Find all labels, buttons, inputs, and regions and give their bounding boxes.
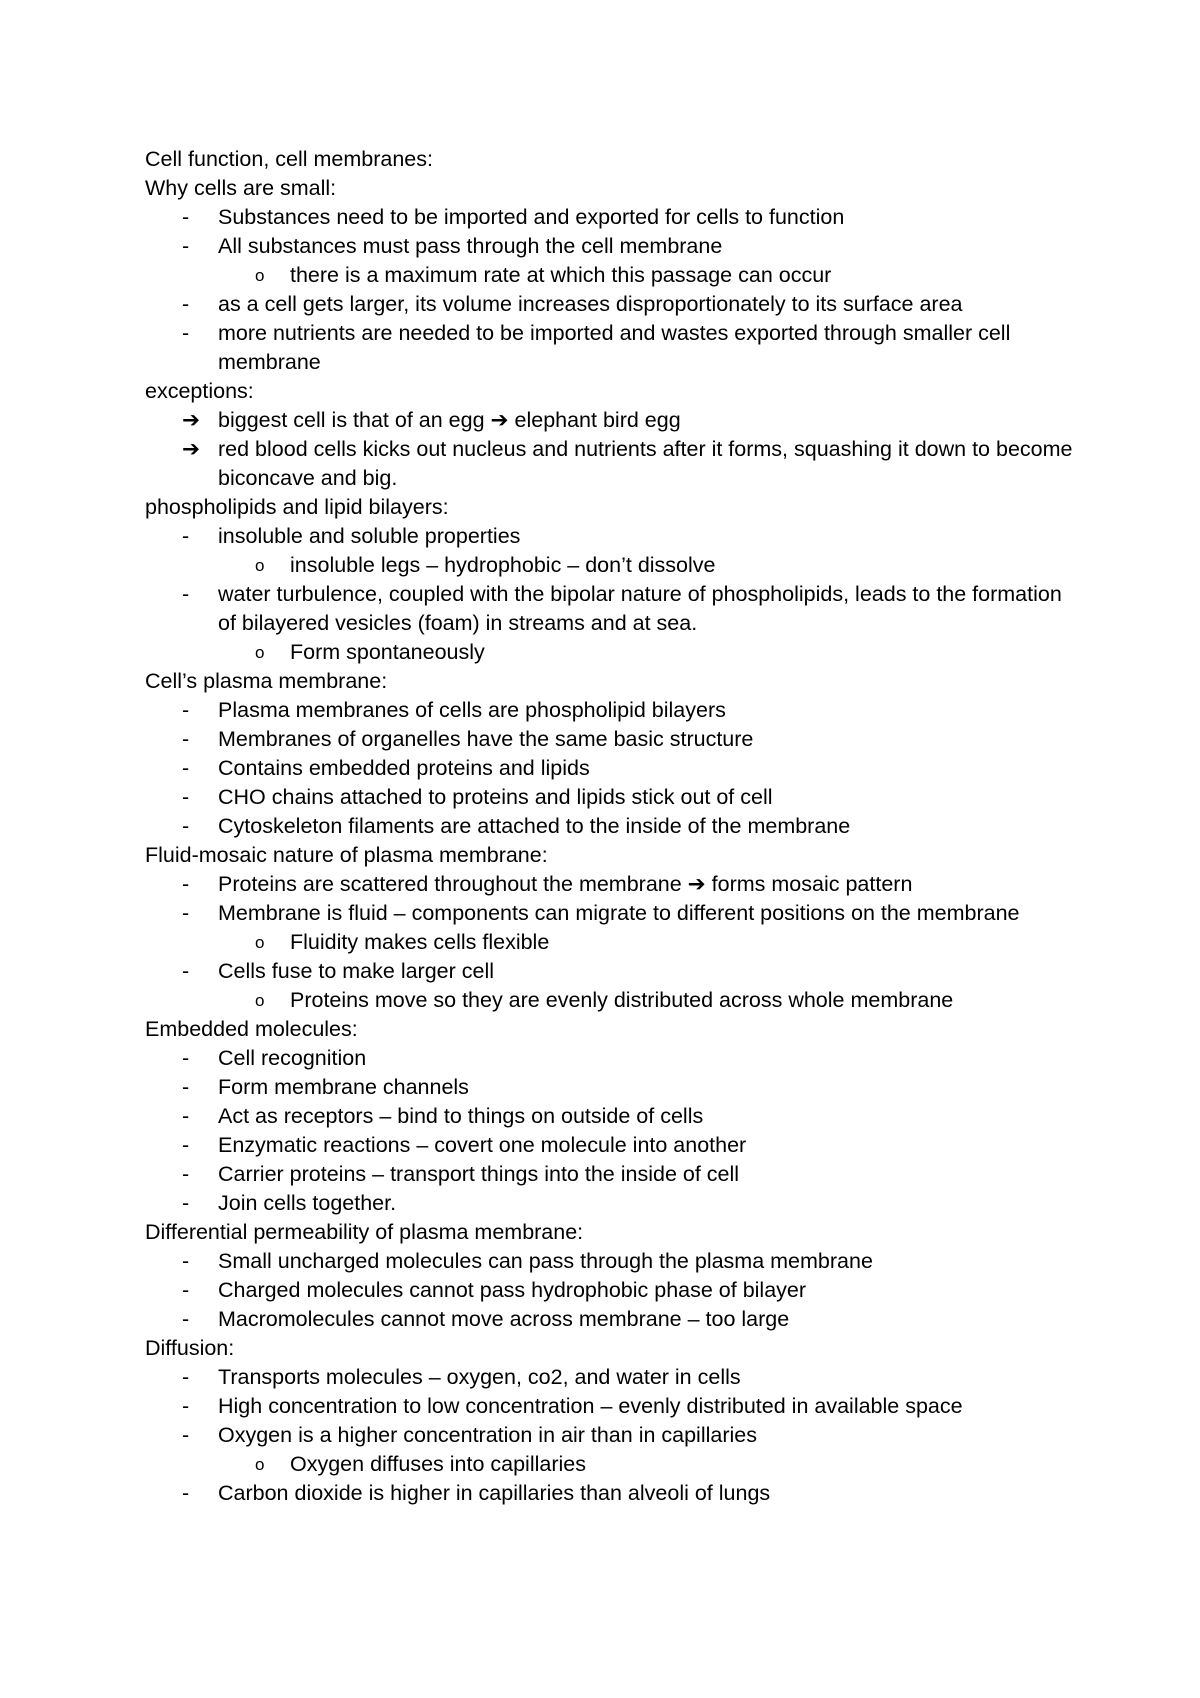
section-heading — [145, 1334, 1085, 1363]
dash-marker: - — [182, 1394, 190, 1418]
line-text: biggest cell is that of an egg ➔ elephant bird egg — [218, 408, 681, 432]
bullet-item — [145, 1073, 1085, 1102]
line-text: Cytoskeleton filaments are attached to the inside of the membrane — [218, 814, 851, 838]
dash-marker: - — [182, 1481, 190, 1505]
dash-marker: - — [182, 1162, 190, 1186]
line-text: Fluidity makes cells flexible — [290, 930, 550, 954]
line-text: Cell function, cell membranes: — [145, 147, 433, 171]
bullet-item — [145, 290, 1085, 319]
line-text: Differential permeability of plasma membrane: — [145, 1220, 584, 1244]
bullet-item — [145, 1363, 1085, 1392]
bullet-item — [145, 1247, 1085, 1276]
circle-bullet-icon: o — [255, 991, 265, 1010]
line-text: Fluid-mosaic nature of plasma membrane: — [145, 843, 548, 867]
bullet-item — [145, 725, 1085, 754]
line-text: Small uncharged molecules can pass through the plasma membrane — [218, 1249, 873, 1273]
line-text: Charged molecules cannot pass hydrophobic phase of bilayer — [218, 1278, 807, 1302]
line-text: Carbon dioxide is higher in capillaries than alveoli of lungs — [218, 1481, 771, 1505]
section-heading — [145, 841, 1085, 870]
bullet-item — [145, 1276, 1085, 1305]
bullet-item — [145, 1305, 1085, 1334]
sub-bullet-item — [145, 261, 1085, 290]
sub-bullet-item — [145, 986, 1085, 1015]
bullet-item — [145, 812, 1085, 841]
circle-bullet-icon: o — [255, 556, 265, 575]
bullet-item — [145, 899, 1085, 928]
dash-marker: - — [182, 582, 190, 606]
line-text: Membrane is fluid – components can migrate to different positions on the membrane — [218, 901, 1020, 925]
line-text: Oxygen is a higher concentration in air than in capillaries — [218, 1423, 757, 1447]
dash-marker: - — [182, 698, 190, 722]
dash-marker: - — [182, 321, 190, 345]
line-text: more nutrients are needed to be imported and wastes exported through smaller cell membrane — [218, 321, 1011, 374]
line-text: Plasma membranes of cells are phospholipid bilayers — [218, 698, 726, 722]
section-heading — [145, 1015, 1085, 1044]
dash-marker: - — [182, 727, 190, 751]
dash-marker: - — [182, 814, 190, 838]
bullet-item — [145, 1044, 1085, 1073]
bullet-item — [145, 754, 1085, 783]
dash-marker: - — [182, 1423, 190, 1447]
line-text: insoluble and soluble properties — [218, 524, 521, 548]
dash-marker: - — [182, 1104, 190, 1128]
bullet-item — [145, 522, 1085, 551]
section-heading — [145, 377, 1085, 406]
dash-marker: - — [182, 1075, 190, 1099]
dash-marker: - — [182, 1191, 190, 1215]
section-heading — [145, 145, 1085, 174]
bullet-item — [145, 870, 1085, 899]
section-heading — [145, 174, 1085, 203]
line-text: Act as receptors – bind to things on outside of cells — [218, 1104, 704, 1128]
dash-marker: - — [182, 234, 190, 258]
circle-bullet-icon: o — [255, 933, 265, 952]
dash-marker: - — [182, 524, 190, 548]
line-text: red blood cells kicks out nucleus and nutrients after it forms, squashing it down to become biconcave and big. — [218, 437, 1073, 490]
arrow-right-icon: ➔ — [182, 437, 201, 461]
line-text: Embedded molecules: — [145, 1017, 358, 1041]
circle-bullet-icon: o — [255, 643, 265, 662]
arrow-right-icon: ➔ — [182, 408, 201, 432]
line-text: Cells fuse to make larger cell — [218, 959, 495, 983]
sub-bullet-item — [145, 928, 1085, 957]
line-text: Proteins move so they are evenly distributed across whole membrane — [290, 988, 954, 1012]
line-text: water turbulence, coupled with the bipolar nature of phospholipids, leads to the formation of bilayered vesicles (foam) in streams and at sea. — [218, 582, 1062, 635]
sub-bullet-item — [145, 551, 1085, 580]
line-text: Transports molecules – oxygen, co2, and water in cells — [218, 1365, 741, 1389]
bullet-item — [145, 319, 1085, 377]
line-text: Cell’s plasma membrane: — [145, 669, 388, 693]
dash-marker: - — [182, 901, 190, 925]
line-text: Form spontaneously — [290, 640, 485, 664]
line-text: Carrier proteins – transport things into the inside of cell — [218, 1162, 740, 1186]
bullet-item — [145, 203, 1085, 232]
dash-marker: - — [182, 756, 190, 780]
line-text: CHO chains attached to proteins and lipids stick out of cell — [218, 785, 773, 809]
line-text: Macromolecules cannot move across membrane – too large — [218, 1307, 790, 1331]
section-heading — [145, 493, 1085, 522]
bullet-item — [145, 1160, 1085, 1189]
dash-marker: - — [182, 292, 190, 316]
bullet-item — [145, 232, 1085, 261]
document-page — [145, 145, 1085, 1508]
line-text: as a cell gets larger, its volume increases disproportionately to its surface area — [218, 292, 963, 316]
line-text: Proteins are scattered throughout the membrane ➔ forms mosaic pattern — [218, 872, 913, 896]
bullet-item — [145, 435, 1085, 493]
line-text: Oxygen diffuses into capillaries — [290, 1452, 586, 1476]
line-text: Form membrane channels — [218, 1075, 469, 1099]
dash-marker: - — [182, 959, 190, 983]
bullet-item — [145, 406, 1085, 435]
bullet-item — [145, 580, 1085, 638]
bullet-item — [145, 1131, 1085, 1160]
line-text: Substances need to be imported and exported for cells to function — [218, 205, 845, 229]
line-text: exceptions: — [145, 379, 254, 403]
dash-marker: - — [182, 1278, 190, 1302]
dash-marker: - — [182, 872, 190, 896]
dash-marker: - — [182, 1365, 190, 1389]
bullet-item — [145, 1421, 1085, 1450]
line-text: Membranes of organelles have the same basic structure — [218, 727, 754, 751]
bullet-item — [145, 696, 1085, 725]
line-text: phospholipids and lipid bilayers: — [145, 495, 449, 519]
circle-bullet-icon: o — [255, 1455, 265, 1474]
line-text: High concentration to low concentration – evenly distributed in available space — [218, 1394, 963, 1418]
bullet-item — [145, 1189, 1085, 1218]
line-text: there is a maximum rate at which this passage can occur — [290, 263, 832, 287]
bullet-item — [145, 1392, 1085, 1421]
dash-marker: - — [182, 1307, 190, 1331]
sub-bullet-item — [145, 1450, 1085, 1479]
line-text: Cell recognition — [218, 1046, 367, 1070]
line-text: Enzymatic reactions – covert one molecule into another — [218, 1133, 747, 1157]
dash-marker: - — [182, 785, 190, 809]
line-text: insoluble legs – hydrophobic – don’t dissolve — [290, 553, 716, 577]
bullet-item — [145, 1479, 1085, 1508]
line-text: Why cells are small: — [145, 176, 337, 200]
circle-bullet-icon: o — [255, 266, 265, 285]
line-text: All substances must pass through the cell membrane — [218, 234, 723, 258]
line-text: Contains embedded proteins and lipids — [218, 756, 590, 780]
sub-bullet-item — [145, 638, 1085, 667]
bullet-item — [145, 783, 1085, 812]
section-heading — [145, 667, 1085, 696]
line-text: Join cells together. — [218, 1191, 397, 1215]
dash-marker: - — [182, 1046, 190, 1070]
bullet-item — [145, 957, 1085, 986]
line-text: Diffusion: — [145, 1336, 235, 1360]
dash-marker: - — [182, 205, 190, 229]
section-heading — [145, 1218, 1085, 1247]
dash-marker: - — [182, 1133, 190, 1157]
dash-marker: - — [182, 1249, 190, 1273]
bullet-item — [145, 1102, 1085, 1131]
